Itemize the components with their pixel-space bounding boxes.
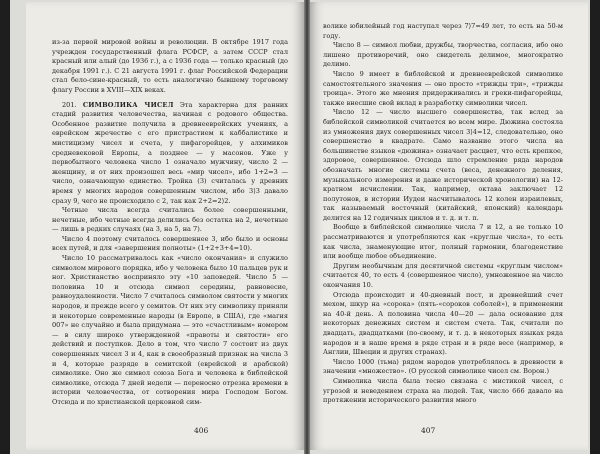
left-page-text (52, 38, 288, 408)
right-page-text (323, 22, 563, 406)
page-number: 407 (421, 426, 436, 435)
paragraph: Число 8 — символ любви, дружбы, творчества, согласия, ибо оно лишено противоречий, оно свидетель делимое, многократно делимо. (323, 41, 563, 69)
page-number: 406 (194, 426, 209, 435)
section-number: 201. (62, 100, 77, 109)
section-title: СИМВОЛИКА ЧИСЕЛ (82, 100, 174, 109)
paragraph: из-за первой мировой войны и революции. В октябре 1917 года учрежден государственный флага РСФСР, а затем СССР стал красный или алый (до 1936 г.), а с 1936 года — только красный (до декабря 1991 г.). С 21 августа 1991 г. флаг Российской Федерации стал бело-сине-красный, то есть аналогично бывшему торговому флагу России в XVIII—XIX веках. (52, 38, 288, 94)
paragraph: Число 4 поэтому считалось совершеннее 3, ибо было и основы всех путей, и для «завершения полноты» (1+2+3+4=10). (52, 234, 288, 253)
right-page (309, 2, 588, 450)
paragraph: Число 10 рассматривалось как «число окончания» и служило символом мирового порядка, ибо у человека было 10 пальцев рук и ног. Христианство восприняло эту «10 заповедей. Число 5 — половина 10 и отсюда символ середины, равновесие, равноудаленности. Число 7 считалось символом святости у многих народов, и прежде всего у семитов. От них эту символику приняли и некоторые современные народы (в Европе, в США), где «магия 007» не случайно и была придумана — это «счастливым» номером — в силу широко утвержденной «правоты и святости» его действий и поступков. Дело в том, что число 7 состоит из двух совершенных чисел 3 и 4, как в своеобразный признак на числа 3 и 4, которые разряде в семитской (еврейской и арабской) символике. Оно же символ союза Бога и человека в библейской символике, отсюда 7 дней недели — переносно отрезка времени в истории человечества, от сотворения мира Господом Богом. Отсюда и по христианской церковной сим- (52, 254, 288, 406)
paragraph: Число 9 имеет в библейской и древнееврейской символике самостоятельного значения — оно просто «трижды три», «трижды троица». Этого же мнения придерживались и греки-пифагорейцы, также внесшие свой вклад в разработку символики чисел. (323, 69, 563, 107)
paragraph: Другим необычным для десятичной системы «круглым числом» считается 40, то есть 4 (совершенное число), умноженное на число окончания 10. (323, 261, 563, 290)
paragraph: Число 1000 (тьма) рядом народов употреблялось в древности в значении «множество». (О русской символике чисел см. Ворон.) (323, 357, 563, 376)
section-heading-paragraph (52, 101, 288, 207)
paragraph: Число 12 — число высшего совершенства, так вслед за библейской символикой считается во всем мире. Дюжина состояла из умножения двух совершенных чисел 3⟩4=12, следовательно, оно совершенство в квадрате. Само название этого числа на большинстве языков «дюжина» означает расцвет, что есть крепкое, здоровое, совершенное. Отсюда шло стремление ряда народов обозначать многие системы счета (веса, денежного деления, музыкального измерения и даже исторической хронологии) на 12-кратном исчислении. Так, например, октава заключает 12 полутонов, в истории Иудеи насчитывалось 12 колен израилевых, так называемый восточный (китайский, японский) календарь делится на 12 годичных циклов и т. д. и т. п. (323, 108, 563, 222)
paragraph: волике юбилейный год наступал через 7⟩7=49 лет, то есть на 50-м году. (323, 22, 563, 40)
paragraph: Эта характерна для ранних стадий развития человечества, начиная с родового общества. Особенное развитие получила в древнееврейских учениях, а еврейском жречестве с его пристрастием к каббалистике и мистицизму чисел и счета, у пифагорейцев, у алхимиков средневековой Европы, а позднее — у масонов. Уже у первобытного человека число 1 означало мужчину, число 2 — женщину, и от них произошел весь «мир чисел», ибо 1+2=3 — число, означающую единство. Тройка (3) считалась у древних время у многих народов совершенным числом, ибо 3⟩3 давало сразу 9, чего не происходило с 2, так как 2+2=2⟩2. (52, 100, 288, 205)
book-scan (10, 0, 590, 454)
left-page (26, 2, 305, 450)
paragraph: Вообще в библейской символике числа 7 и 12, а не только 10 рассматриваются и употребляются как «круглые числа», то есть как числа, знаменующие итог, полный гармонии, благоденствие или вообще любое объединение. (323, 223, 563, 261)
paragraph: Отсюда происходит и 40-дневный пост, и древнейший счет мехом, шкур на «сорока» (пять-«сороков соболей»), в применении на 40-й день. А половина числа 40—20 — дала основание для некоторых денежных систем и систем счета. Так, считали по двадцать, двадцатками (по-своему, и т. д. в некоторых языках ряда народов и в наше время в ряде стран и в ряде весе (например, в Англии, Швеции и других странах). (323, 290, 563, 357)
paragraph: Четные числа всегда считались более совершенными, нечетные, ибо четные всегда делились без остатка на 2, нечетные — лишь в редких случаях (на 3, на 5, на 7). (52, 206, 288, 234)
book-gutter (304, 0, 310, 454)
paragraph: Символика числа была тесно связана с мистикой чисел, с угрозой и неведением страха на людей. Так, число 666 давало на протяжении исторического развития много (323, 376, 563, 405)
